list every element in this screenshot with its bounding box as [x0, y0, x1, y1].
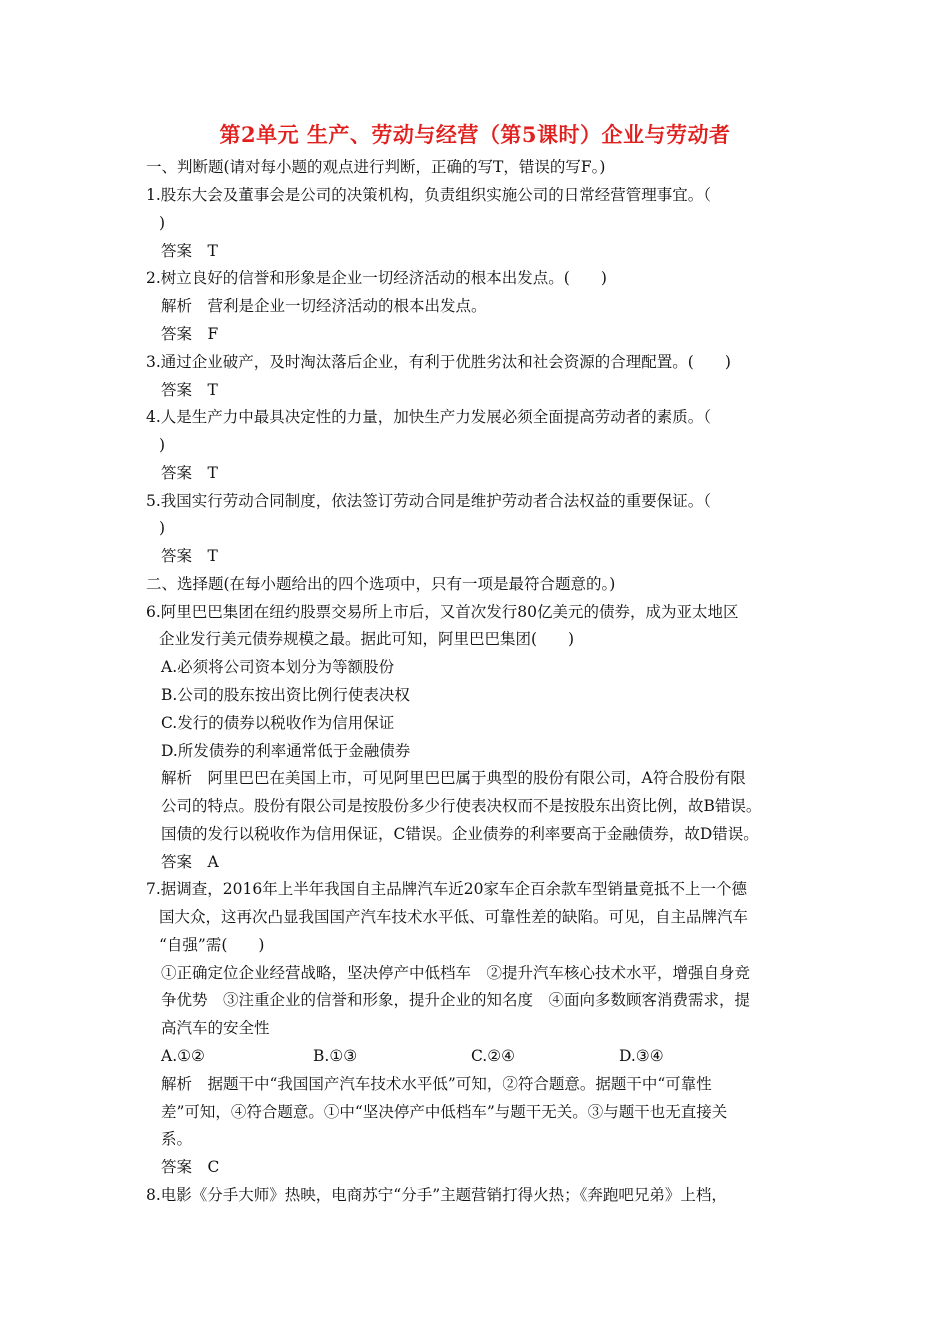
- q4-answer: 答案 T: [161, 464, 218, 482]
- q3-stem: 3.通过企业破产，及时淘汰落后企业，有利于优胜劣汰和社会资源的合理配置。( ): [146, 353, 731, 371]
- q6-analysis-line1: 解析 阿里巴巴在美国上市，可见阿里巴巴属于典型的股份有限公司，A符合股份有限: [161, 769, 746, 787]
- section-heading-multiple-choice: 二、选择题(在每小题给出的四个选项中，只有一项是最符合题意的。): [146, 575, 616, 593]
- q7-analysis-line3: 系。: [161, 1130, 193, 1148]
- q5-stem-line1: 5.我国实行劳动合同制度，依法签订劳动合同是维护劳动者合法权益的重要保证。（: [146, 492, 712, 510]
- q7-items-line1: ①正确定位企业经营战略，坚决停产中低档车 ②提升汽车核心技术水平，增强自身竞: [161, 964, 751, 982]
- q4-stem-line1: 4.人是生产力中最具决定性的力量，加快生产力发展必须全面提高劳动者的素质。（: [146, 408, 712, 426]
- q6-stem-line1: 6.阿里巴巴集团在纽约股票交易所上市后，又首次发行80亿美元的债券，成为亚太地区: [146, 603, 739, 621]
- q2-analysis: 解析 营利是企业一切经济活动的根本出发点。: [161, 297, 487, 315]
- q5-answer: 答案 T: [161, 547, 218, 565]
- document-title: 第2单元 生产、劳动与经营（第5课时）企业与劳动者: [219, 122, 731, 147]
- q2-answer: 答案 F: [161, 325, 219, 343]
- q1-answer: 答案 T: [161, 242, 218, 260]
- q8-stem-line1: 8.电影《分手大师》热映，电商苏宁“分手”主题营销打得火热；《奔跑吧兄弟》上档，: [146, 1186, 727, 1204]
- q7-option-b: B.①③: [313, 1047, 358, 1065]
- q7-items-line2: 争优势 ③注重企业的信誉和形象，提升企业的知名度 ④面向多数顾客消费需求，提: [161, 991, 751, 1009]
- q7-analysis-line1: 解析 据题干中“我国国产汽车技术水平低”可知，②符合题意。据题干中“可靠性: [161, 1075, 712, 1093]
- q7-items-line3: 高汽车的安全性: [161, 1019, 270, 1037]
- q4-stem-line2: ): [159, 436, 166, 454]
- q6-analysis-line2: 公司的特点。股份有限公司是按股份多少行使表决权而不是按股东出资比例，故B错误。: [161, 797, 762, 815]
- q6-analysis-line3: 国债的发行以税收作为信用保证，C错误。企业债券的利率要高于金融债券，故D错误。: [161, 825, 759, 843]
- q6-option-d: D.所发债券的利率通常低于金融债券: [161, 742, 411, 760]
- q3-answer: 答案 T: [161, 381, 218, 399]
- q7-analysis-line2: 差”可知，④符合题意。①中“坚决停产中低档车”与题干无关。③与题干也无直接关: [161, 1103, 728, 1121]
- q7-option-a: A.①②: [161, 1047, 205, 1065]
- q2-stem: 2.树立良好的信誉和形象是企业一切经济活动的根本出发点。( ): [146, 269, 607, 287]
- q7-option-d: D.③④: [619, 1047, 664, 1065]
- q7-answer: 答案 C: [161, 1158, 220, 1176]
- q6-option-a: A.必须将公司资本划分为等额股份: [161, 658, 395, 676]
- q5-stem-line2: ): [159, 519, 166, 537]
- q6-option-c: C.发行的债券以税收作为信用保证: [161, 714, 395, 732]
- q1-stem-line1: 1.股东大会及董事会是公司的决策机构，负责组织实施公司的日常经营管理事宜。（: [146, 186, 712, 204]
- q7-stem-line3: “自强”需( ): [159, 936, 265, 954]
- q7-stem-line1: 7.据调查，2016年上半年我国自主品牌汽车近20家车企百余款车型销量竟抵不上一个德: [146, 880, 747, 898]
- q1-stem-line2: ): [159, 214, 166, 232]
- section-heading-true-false: 一、判断题(请对每小题的观点进行判断，正确的写T，错误的写F。): [146, 158, 606, 176]
- q6-option-b: B.公司的股东按出资比例行使表决权: [161, 686, 410, 704]
- q7-stem-line2: 国大众，这再次凸显我国国产汽车技术水平低、可靠性差的缺陷。可见，自主品牌汽车: [159, 908, 749, 926]
- q6-answer: 答案 A: [161, 853, 219, 871]
- q6-stem-line2: 企业发行美元债券规模之最。据此可知，阿里巴巴集团( ): [159, 630, 575, 648]
- q7-option-c: C.②④: [471, 1047, 516, 1065]
